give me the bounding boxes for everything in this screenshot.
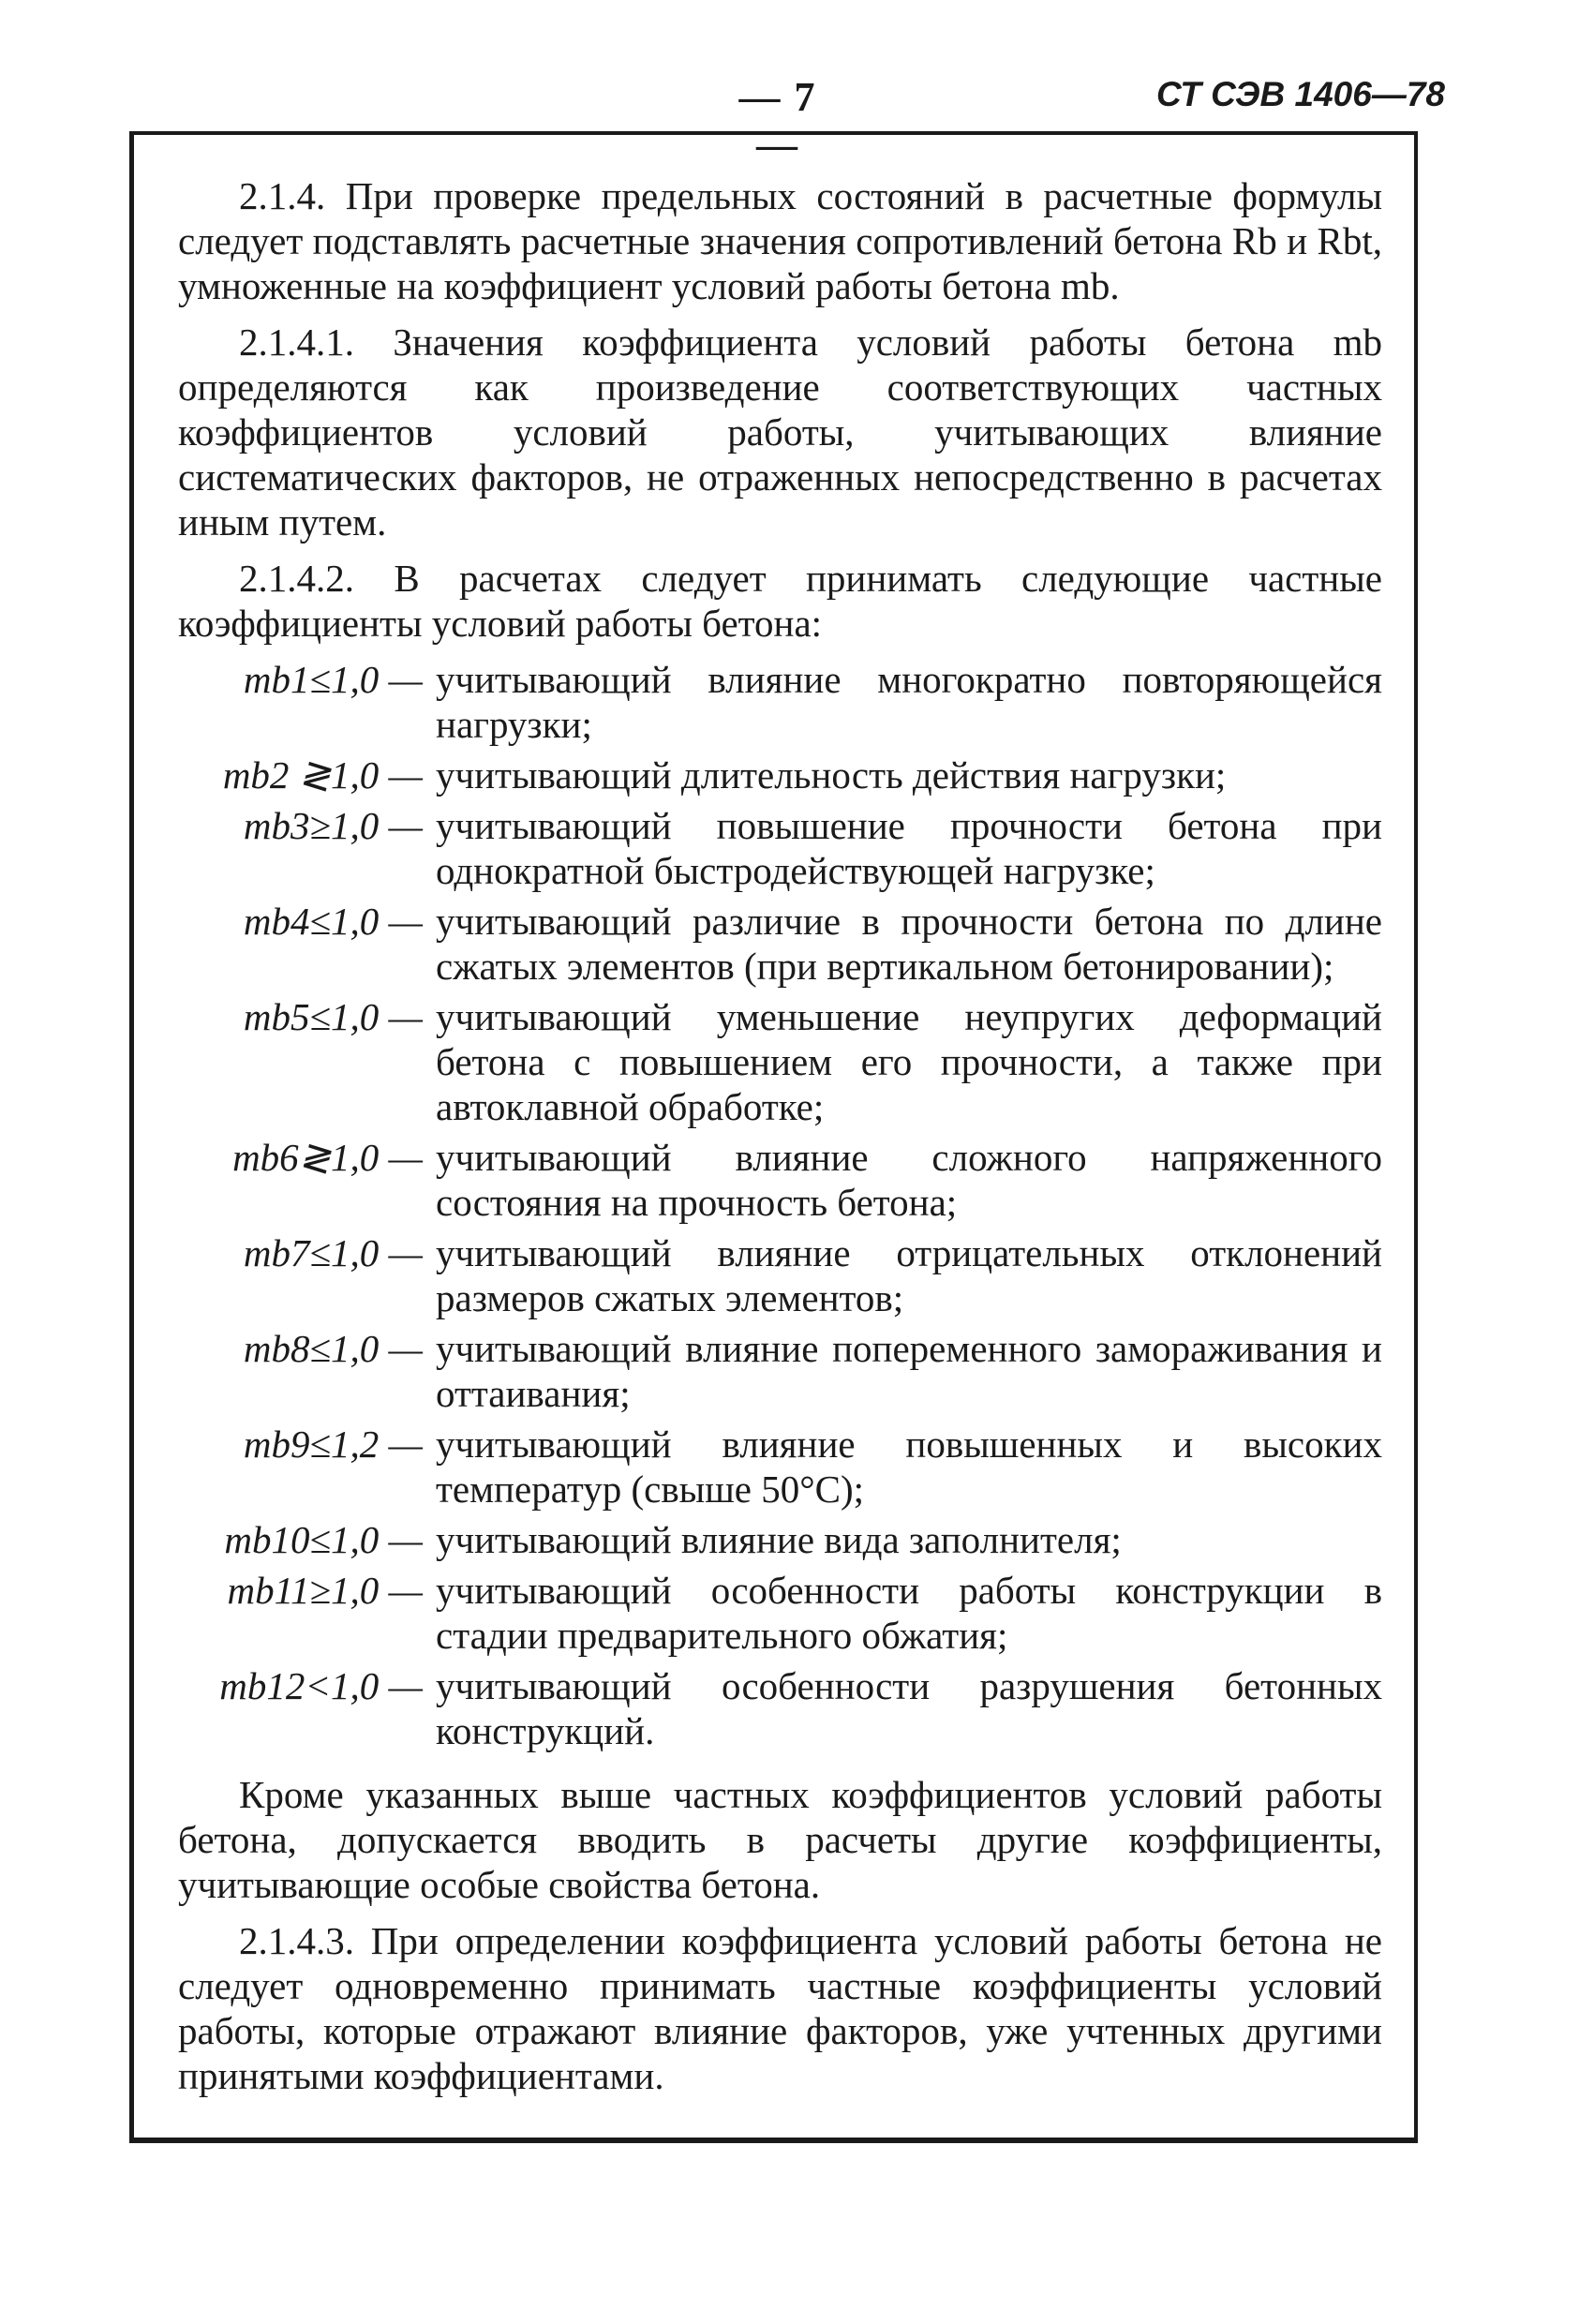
coefficient-row — [178, 803, 1382, 893]
coefficient-description: учитывающий повышение прочности бетона при однократной быстродействующей нагрузке; — [436, 804, 1382, 892]
coefficient-row — [178, 994, 1382, 1129]
coefficient-list — [178, 657, 1382, 1753]
page-number: — 7 — — [738, 74, 817, 168]
document-code: СТ СЭВ 1406—78 — [1155, 75, 1445, 113]
paragraph-2-1-4-2: 2.1.4.2. В расчетах следует принимать следующие частные коэффициенты условий работы бетона: — [178, 557, 1382, 645]
paragraph-2-1-4-1: 2.1.4.1. Значения коэффициента условий работы бетона mb определяются как произведение соответствующих частных коэффициентов условий работы, учитывающих влияние систематических факторов, не отраженных непосредственно в расчетах иным путем. — [178, 320, 1382, 544]
coefficient-description: учитывающий влияние попеременного замораживания и оттаивания; — [436, 1327, 1382, 1415]
coefficient-description: учитывающий влияние вида заполнителя; — [436, 1518, 1122, 1561]
coefficient-row — [178, 752, 1382, 797]
paragraph-note: Кроме указанных выше частных коэффициентов условий работы бетона, допускается вводить в расчеты другие коэффициенты, учитывающие особые свойства бетона. — [178, 1773, 1382, 1906]
coefficient-description: учитывающий влияние многократно повторяющейся нагрузки; — [436, 658, 1382, 746]
paragraph-2-1-4-3: 2.1.4.3. При определении коэффициента условий работы бетона не следует одновременно принимать частные коэффициенты условий работы, которые отражают влияние факторов, уже учтенных другими принятыми коэффициентами. — [178, 1919, 1382, 2097]
coefficient-symbol: mb6≷1,0 — — [232, 1136, 423, 1179]
coefficient-row — [178, 899, 1382, 989]
coefficient-symbol: mb9≤1,2 — — [243, 1423, 423, 1466]
coefficient-row — [178, 1326, 1382, 1416]
coefficient-symbol: mb2 ≷1,0 — — [222, 753, 423, 797]
page-content — [178, 173, 1382, 2109]
coefficient-symbol: mb4≤1,0 — — [243, 900, 423, 943]
coefficient-symbol: mb7≤1,0 — — [243, 1231, 423, 1274]
coefficient-row — [178, 1422, 1382, 1512]
coefficient-symbol: mb11≥1,0 — — [227, 1569, 423, 1612]
coefficient-description: учитывающий особенности разрушения бетонных конструкций. — [436, 1664, 1382, 1752]
coefficient-row — [178, 1135, 1382, 1225]
coefficient-description: учитывающий различие в прочности бетона по длине сжатых элементов (при вертикальном бетонировании); — [436, 900, 1382, 988]
coefficient-description: учитывающий влияние сложного напряженного состояния на прочность бетона; — [436, 1136, 1382, 1224]
coefficient-symbol: mb3≥1,0 — — [243, 804, 423, 847]
coefficient-description: учитывающий влияние отрицательных отклонений размеров сжатых элементов; — [436, 1231, 1382, 1319]
coefficient-symbol: mb10≤1,0 — — [224, 1518, 423, 1561]
coefficient-symbol: mb1≤1,0 — — [243, 658, 423, 701]
coefficient-row — [178, 1230, 1382, 1320]
coefficient-row — [178, 1517, 1382, 1562]
coefficient-symbol: mb12<1,0 — — [219, 1664, 423, 1707]
coefficient-description: учитывающий уменьшение неупругих деформаций бетона с повышением его прочности, а также при автоклавной обработке; — [436, 995, 1382, 1128]
coefficient-symbol: mb5≤1,0 — — [243, 995, 423, 1038]
coefficient-symbol: mb8≤1,0 — — [243, 1327, 423, 1370]
paragraph-2-1-4: 2.1.4. При проверке предельных состояний в расчетные формулы следует подставлять расчетные значения сопротивлений бетона Rb и Rbt, умноженные на коэффициент условий работы бетона mb. — [178, 174, 1382, 307]
coefficient-row — [178, 657, 1382, 747]
coefficient-description: учитывающий влияние повышенных и высоких температур (свыше 50°C); — [436, 1423, 1382, 1511]
coefficient-description: учитывающий длительность действия нагрузки; — [436, 753, 1227, 797]
coefficient-row — [178, 1568, 1382, 1658]
coefficient-row — [178, 1663, 1382, 1753]
coefficient-description: учитывающий особенности работы конструкции в стадии предварительного обжатия; — [436, 1569, 1382, 1657]
